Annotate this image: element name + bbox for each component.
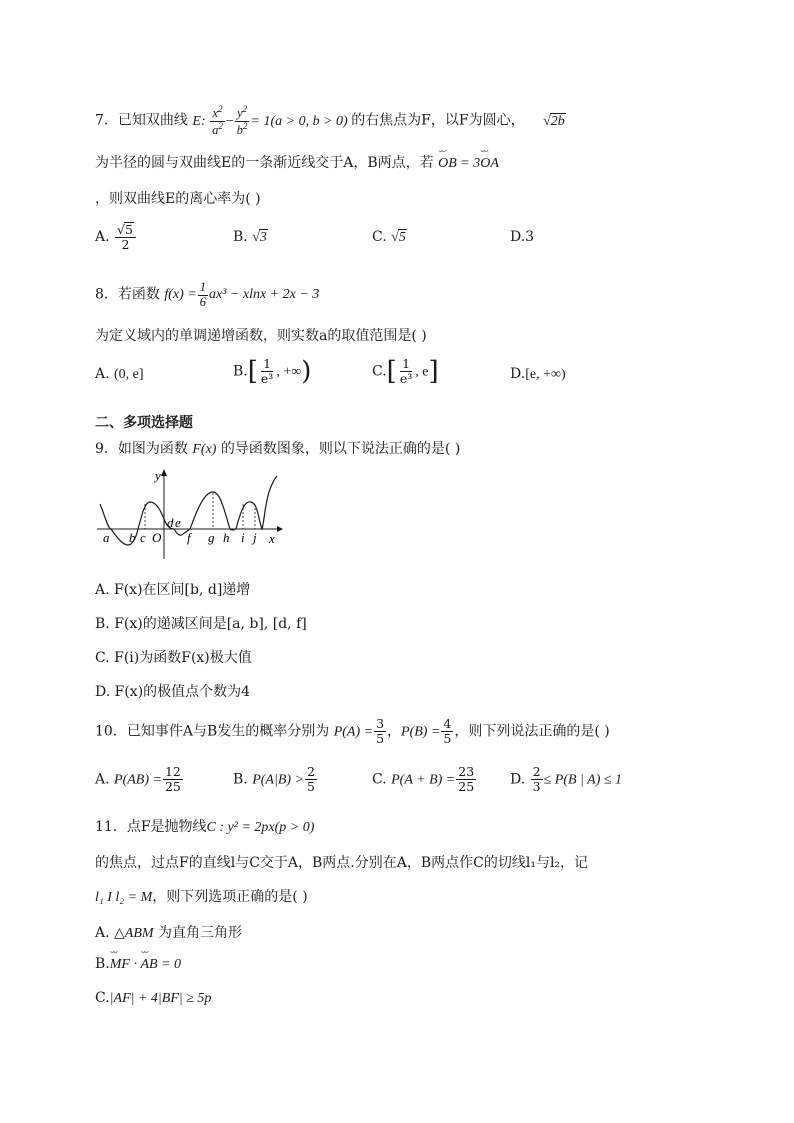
q7-option-c-label: C. — [372, 229, 387, 245]
q8-option-c — [372, 357, 439, 386]
q11-line3-expr: l₁ I l₂ = M — [95, 890, 153, 905]
q7-option-a-den: 2 — [121, 236, 130, 252]
q10-option-d — [510, 765, 622, 794]
graph-label-e: e — [175, 515, 181, 530]
q10-option-d-den: 3 — [532, 778, 541, 794]
q10-option-b-expr: P(A|B) > — [252, 772, 304, 788]
q8-option-d-label: D. — [510, 366, 526, 382]
q7-line3: ，则双曲线E的离心率为( ) — [95, 191, 261, 207]
graph-label-g: g — [208, 530, 215, 545]
q8-option-a-value: (0, e] — [114, 367, 144, 382]
q8-option-b-label: B. — [233, 363, 248, 380]
q8-option-c-lbracket: [ — [386, 356, 397, 387]
graph-label-c: c — [140, 530, 146, 545]
q8-option-c-rbracket: ] — [428, 356, 439, 387]
q8-frac — [198, 281, 208, 310]
q7-radius-value: 2b — [550, 113, 565, 129]
graph-x-arrow — [277, 526, 283, 532]
q7-equation — [192, 104, 351, 138]
q10-option-a-den: 25 — [164, 778, 181, 794]
q10-option-a-num: 12 — [164, 764, 181, 779]
q10-line1 — [95, 717, 610, 746]
q11-option-b-dot: · — [129, 957, 141, 972]
q10-option-c-num: 23 — [458, 764, 475, 779]
q7-frac-y: $\frac{y^2}{b^2}$ — [236, 104, 248, 138]
section-title-multiple-choice: 二、多项选择题 — [95, 415, 193, 431]
q10-option-d-label: D. — [510, 771, 526, 788]
graph-label-x: x — [269, 531, 275, 546]
q9-option-b: B. F(x)的递减区间是[a, b], [d, f] — [95, 616, 307, 632]
q11-option-b-vec-mf: ⌣⌣ MF — [110, 957, 130, 973]
q11-line2: 的焦点，过点F的直线l与C交于A，B两点.分别在A，B两点作C的切线l₁与l₂，记 — [95, 855, 589, 871]
q9-option-d: D. F(x)的极值点个数为4 — [95, 684, 251, 700]
q8-option-d — [510, 366, 566, 383]
q8-line1 — [95, 281, 319, 310]
q9-text-a: 如图为函数 — [117, 441, 188, 457]
q7-option-c-value: 5 — [398, 230, 406, 245]
q11-line3 — [95, 886, 308, 906]
q10-option-b-num: 2 — [306, 764, 315, 779]
q7-vec-oa: ⌣⌣ OA — [480, 156, 499, 172]
q7-y: y — [237, 106, 243, 121]
q7-a: a — [212, 123, 219, 138]
q10-option-c-label: C. — [372, 771, 387, 788]
q8-frac-den: 6 — [199, 294, 206, 309]
q7-option-a-frac: $\frac{√5}{2}$ — [115, 222, 136, 252]
q7-line2-text: 为半径的圆与双曲线E的一条渐近线交于A，B两点，若 — [95, 155, 434, 171]
q10-pb-num: 4 — [443, 716, 452, 731]
q10-pb-frac — [441, 717, 453, 746]
q11-option-a-label: A. — [95, 925, 110, 941]
q10-pa-num: 3 — [376, 716, 385, 731]
q8-equation — [164, 280, 320, 309]
q7-option-a-num: 5 — [124, 222, 133, 237]
q7-option-c: C. √5 — [372, 229, 406, 245]
q11-option-a — [95, 922, 242, 942]
q10-option-a — [95, 765, 184, 794]
q8-option-c-label: C. — [372, 363, 387, 380]
q9-fx: F(x) — [192, 442, 217, 457]
q10-sep: ， — [387, 723, 402, 740]
q7-frac-x: $\frac{x^2}{a^2}$ — [212, 104, 223, 138]
q7-minus: − — [225, 113, 234, 129]
q7-radius: √2b — [543, 113, 565, 129]
q7-vec-eq: = 3 — [456, 156, 481, 171]
q8-func: f(x) = — [164, 287, 197, 303]
q9-number: 9． — [95, 441, 118, 457]
q7-number: 7． — [95, 112, 118, 129]
q7-line2 — [95, 152, 499, 172]
graph-label-j: j — [253, 530, 257, 545]
q8-option-c-frac — [398, 357, 414, 386]
q7-option-d: D.3 — [510, 229, 535, 245]
q9-derivative-graph — [95, 464, 285, 564]
q8-option-b — [233, 357, 311, 386]
q10-option-b — [233, 765, 318, 794]
q9-text-b: 的导函数图象，则以下说法正确的是( ) — [220, 441, 461, 457]
q10-option-c-expr: P(A + B) = — [391, 772, 456, 788]
q11-option-c-label: C. — [95, 990, 110, 1006]
q10-post: ，则下列说法正确的是( ) — [454, 723, 610, 740]
graph-label-a: a — [103, 530, 110, 545]
q9-option-a: A. F(x)在区间[b, d]递增 — [95, 582, 251, 598]
q8-line2: 为定义域内的单调递增函数，则实数a的取值范围是( ) — [95, 328, 427, 344]
q10-option-a-expr: P(AB) = — [114, 772, 162, 788]
q8-rest: ax³ − xlnx + 2x − 3 — [209, 287, 320, 303]
q11-number: 11． — [95, 819, 127, 835]
q10-pa-frac — [374, 717, 386, 746]
q7-post: 的右焦点为F，以F为圆心， — [351, 112, 525, 129]
q7-option-b: B. √3 — [233, 229, 267, 245]
q11-option-c — [95, 990, 211, 1007]
q7-vec-ob: ⌣⌣ OB — [438, 156, 457, 172]
q11-text: 点F是抛物线 — [126, 819, 207, 835]
graph-label-b: b — [129, 530, 136, 545]
q10-option-d-expr: ≤ P(B | A) ≤ 1 — [543, 772, 623, 788]
q8-option-b-lbracket: [ — [247, 356, 258, 387]
q10-pa-den: 5 — [376, 730, 385, 746]
q8-frac-num: 1 — [199, 280, 206, 294]
q7-text: 已知双曲线 — [117, 112, 188, 129]
q8-number: 8． — [95, 286, 118, 303]
q8-option-b-tail: , +∞ — [276, 364, 302, 380]
q11-option-c-expr: |AF| + 4|BF| ≥ 5p — [109, 991, 212, 1006]
q7-x: x — [212, 106, 219, 121]
q10-text: 已知事件A与B发生的概率分别为 — [126, 723, 330, 740]
q11-option-a-text: 为直角三角形 — [158, 925, 243, 941]
q8-option-b-num: 1 — [263, 356, 272, 371]
q10-option-d-num: 2 — [532, 764, 541, 779]
q11-line1 — [95, 816, 314, 836]
q9-option-c: C. F(i)为函数F(x)极大值 — [95, 650, 252, 666]
q7-option-b-value: 3 — [259, 230, 267, 245]
q10-option-a-frac — [163, 765, 183, 794]
q10-pa: P(A) = — [333, 724, 374, 740]
q8-option-b-frac — [259, 357, 275, 386]
q10-option-d-frac — [531, 765, 543, 794]
q10-number: 10． — [95, 723, 127, 740]
q10-option-b-frac — [305, 765, 317, 794]
q7-b: b — [236, 123, 244, 138]
q11-line3-post: ，则下列选项正确的是( ) — [152, 889, 308, 905]
q10-pb: P(B) = — [401, 724, 441, 740]
graph-y-arrow — [161, 469, 167, 476]
q8-option-c-num: 1 — [402, 356, 411, 371]
q7-line1 — [95, 105, 566, 138]
q11-option-b-vec-ab: ⌣⌣ AB — [140, 957, 157, 973]
q7-eq-e: E — [192, 113, 201, 129]
q8-text: 若函数 — [117, 286, 160, 303]
q11-option-b — [95, 956, 181, 973]
q8-option-b-rparen: ) — [301, 356, 312, 387]
graph-label-f: f — [187, 530, 191, 545]
graph-label-o: O — [152, 530, 162, 545]
q7-eq-colon: : — [200, 113, 206, 129]
q10-option-b-label: B. — [233, 771, 248, 788]
q7-option-a-label: A. — [95, 228, 110, 245]
q11-equation: C : y² = 2px(p > 0) — [206, 820, 315, 835]
q10-option-a-label: A. — [95, 771, 110, 788]
q8-option-b-den: e³ — [260, 370, 274, 386]
q11-option-b-tail: = 0 — [157, 957, 182, 972]
q7-vector-eq — [438, 156, 499, 171]
q10-option-b-den: 5 — [306, 778, 315, 794]
q10-option-c — [372, 765, 477, 794]
q8-option-c-den: e³ — [399, 370, 413, 386]
q7-option-b-label: B. — [233, 229, 248, 245]
q8-option-a-label: A. — [95, 366, 110, 382]
graph-label-i: i — [241, 530, 245, 545]
graph-label-h: h — [223, 530, 230, 545]
q11-option-b-label: B. — [95, 956, 110, 972]
q10-option-c-frac — [456, 765, 476, 794]
q8-option-a — [95, 366, 144, 383]
q8-option-d-value: [e, +∞) — [525, 367, 566, 382]
q11-option-a-expr: △ABM — [114, 926, 154, 941]
graph-label-y: y — [155, 468, 161, 483]
q7-option-a — [95, 222, 137, 252]
q7-eq-right: = 1(a > 0, b > 0) — [250, 113, 348, 129]
graph-label-d: d — [167, 515, 174, 530]
q9-line1 — [95, 438, 460, 458]
q8-option-c-tail: , e — [415, 364, 429, 380]
q10-pb-den: 5 — [443, 730, 452, 746]
q10-option-c-den: 25 — [458, 778, 475, 794]
